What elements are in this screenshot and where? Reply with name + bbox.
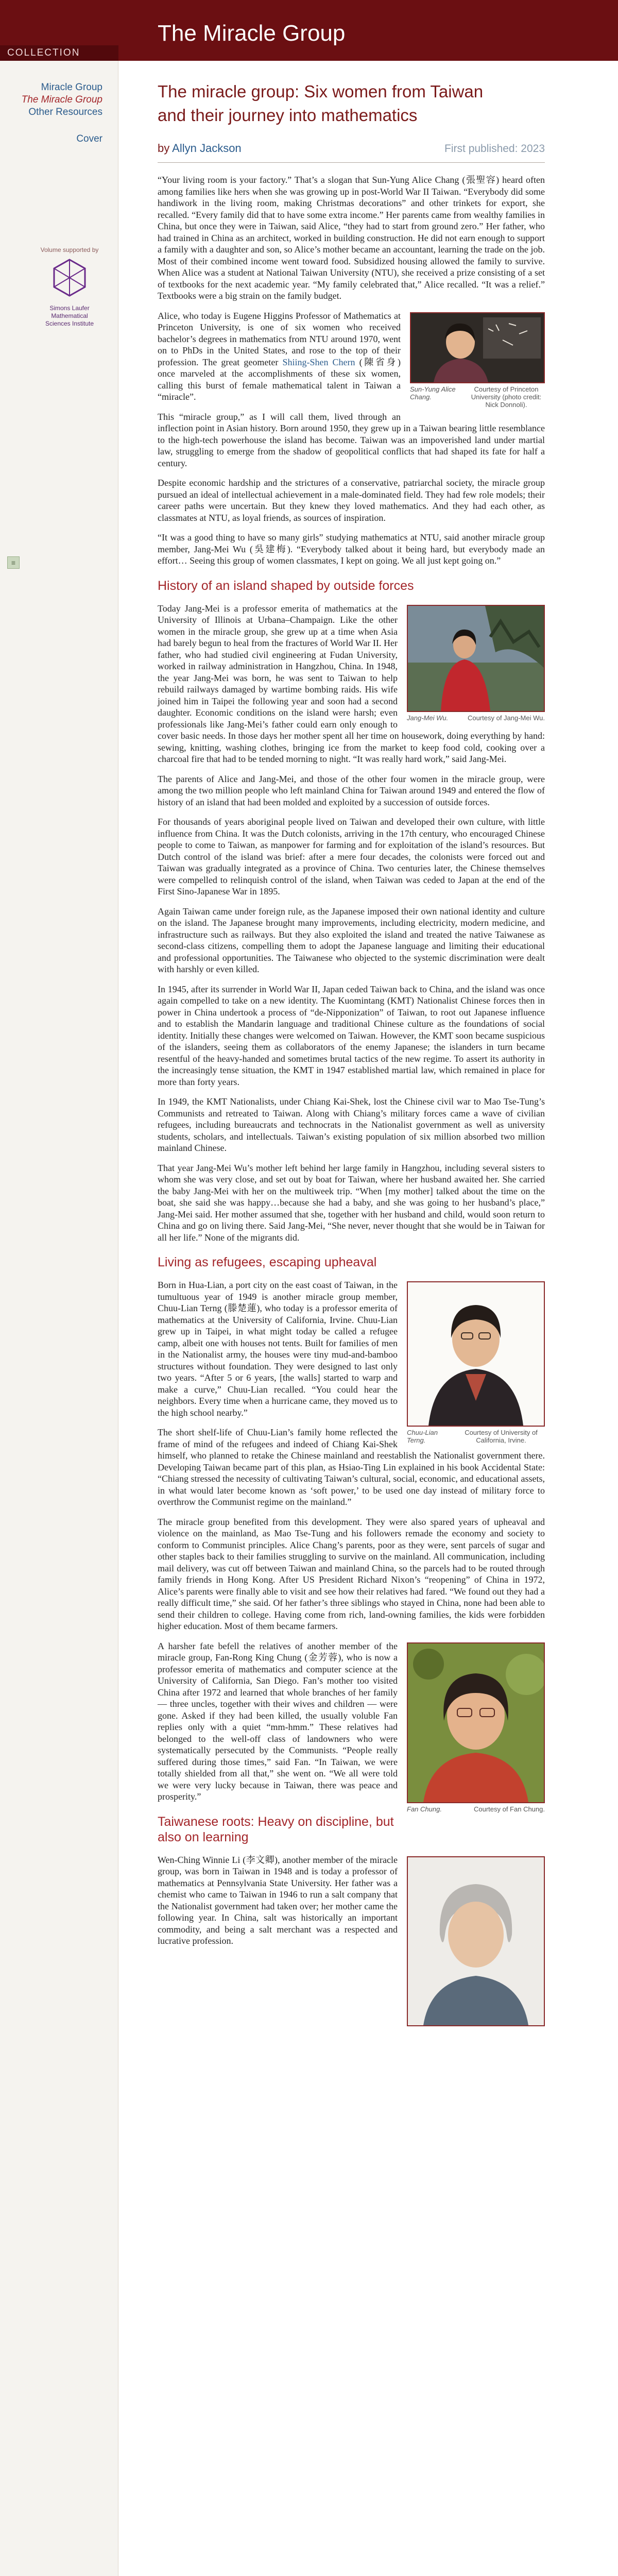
photo-fan-chung [407, 1642, 545, 1813]
portrait-image [407, 1642, 545, 1803]
support-block [31, 246, 108, 328]
paragraph: Wen-Ching Winnie Li (李文卿), another member of the miracle group, was born in Taiwan in 1948 and is today a professor of mathematics at Pennsylvania State University. Her father was a chemist who came to Taiwan in 1946 to run a salt company that the Nationalist government had taken over; her mother came the following year. In China, salt was historically an important commodity, and being a salt merchant was a respected and lucrative profession. [158, 1854, 398, 1946]
byline: by Allyn Jackson [158, 142, 242, 155]
paragraph: This “miracle group,” as I will call them, lived through an inflection point in Asian history. Born around 1950, they grew up in a Taiwan bearing little resemblance to the high-tech powerhouse the island has become. Taiwan was an impoverished land under martial law, struggling to emerge from the shadow of geopolitical conflicts that had shaped its fate for half a century. [158, 411, 545, 468]
byline-row [158, 142, 545, 155]
nav-miracle-group[interactable]: Miracle Group [41, 82, 102, 93]
divider [158, 162, 545, 163]
article-title: The miracle group: Six women from Taiwan and their journey into mathematics [158, 82, 484, 125]
paragraph: In 1945, after its surrender in World War II, Japan ceded Taiwan back to China, and the island was once again compelled to take on a new identity. The Kuomintang (KMT) Nationalist Chinese forces then in power in China undertook a process of “de-Nipponization” of Taiwan, to root out Japanese influence and to establish the Mandarin language and traditional Chinese culture as the foundations of social identity. Initially these changes were welcomed on Taiwan. However, the KMT soon became suspicious of the islanders, seeing them as collaborators of the enemy Japanese; the islanders in turn became resentful of the heavy-handed and sometimes brutal tactics of the new regime. To assert its authority in the increasingly tense situation, the KMT in 1947 established martial law, which remained in place for more than forty years. [158, 984, 545, 1087]
paragraph: “It was a good thing to have so many girls” studying mathematics at NTU, said another miracle group member, Jang-Mei Wu (吳建梅). “Everybody talked about it being hard, but everybody made an effort… Seeing this group of women classmates, I kept on going. We all just kept going on.” [158, 532, 545, 566]
section-heading: Living as refugees, escaping upheaval [158, 1255, 377, 1269]
photo-winnie-li [407, 1856, 545, 2026]
sidebar-nav [22, 81, 102, 145]
collection-tab[interactable]: COLLECTION [0, 45, 118, 61]
paragraph: Today Jang-Mei is a professor emerita of mathematics at the University of Illinois at Urbana–Champaign. Like the other women in the miracle group, she grew up at a time when Asia had barely begun to heal from the fractures of World War II. Her father, who had studied civil engineering at Fudan University, worked in railway administration in Hangzhou, China. In 1948, the year Jang-Mei was born, he was sent to Taiwan to help rebuild railways damaged by wartime bombing raids. His wife joined him in Taipei the following year and soon had a second daughter. Economic conditions on the island were harsh; even professionals like Jang-Mei’s father could earn only enough to cover basic needs. In those days her mother spent all her time on housework, doing everything by hand: sewing, knitting, washing clothes, bringing ice from the market to keep food cold, cooking over a charcoal fire that had to be tended morning to night. “It was really hard work,” said Jang-Mei. [158, 603, 545, 764]
paragraph: The miracle group benefited from this development. They were also spared years of upheaval and violence on the mainland, as Mao Tse-Tung and his followers remade the economy and society to conform to Communist principles. Alice Chang’s parents, poor as they were, sent parcels of sugar and other staples back to their families struggling to survive on the mainland. All communication, including mail delivery, was cut off between Taiwan and mainland China, so the parcels had to be routed through family friends in Hong Kong. After US President Richard Nixon’s “reopening” of China in 1972, Alice’s parents were finally able to visit and see how their relatives had fared. “We found out they had a really difficult time,” she said. Of her father’s three siblings who stayed in China, none had been able to send their children to college. Having come from rich, land-owning families, the kids were forbidden higher education. Most of them became farmers. [158, 1516, 545, 1631]
portrait-image [410, 312, 545, 383]
section-heading: Taiwanese roots: Heavy on discipline, but also on learning [158, 1814, 394, 1844]
photo-chuu-lian-terng [407, 1281, 545, 1444]
paragraph: The short shelf-life of Chuu-Lian’s family home reflected the frame of mind of the refugees and indeed of Chiang Kai-Shek himself, who planned to retake the Chinese mainland and reestablish the Nationalist government there. Developing Taiwan became part of this plan, as Hsiao-Ting Lin explained in his book Accidental State: “Chiang stressed the necessity of cultivating Taiwan’s cultural, social, economic, and educational assets, in what would later become known as ‘soft power,’ to be used one day instead of military force to overthrow the Communist regime on the mainland.” [158, 1427, 545, 1507]
top-banner [0, 0, 618, 61]
paragraph: “Your living room is your factory.” That’s a slogan that Sun-Yung Alice Chang (張聖容) heard often among families like hers when she was growing up in post-World War II Taiwan. “Everybody did some handiwork in the living room, making Christmas decorations” and other trinkets for export, she recalled. “Every family did that to have some extra income.” Her parents came from wealthy families in China, but once they were in Taiwan, said Alice, “they had to start from ground zero.” Her father, who had trained in China as an architect, worked in building construction. He did not earn enough to support a family with a daughter and son, so Alice’s mother became an accountant, learning the trade on the job. Most of their combined income went toward food. Subsidized housing allowed the family to survive. When Alice was a student at National Taiwan University (NTU), she received a prize consisting of a set of textbooks for the next academic year. “My family celebrated that,” Alice recalled. “It was a relief.” Textbooks were a big strain on the family budget. [158, 175, 545, 301]
portrait-image [407, 1281, 545, 1427]
photo-caption: Fan Chung. Courtesy of Fan Chung. [407, 1805, 545, 1813]
article [158, 80, 545, 2031]
nav-the-miracle-group[interactable]: The Miracle Group [21, 94, 102, 105]
paragraph: Despite economic hardship and the strictures of a conservative, patriarchal society, the miracle group pursued an ideal of intellectual achievement in a male-dominated field. They had few role models; their career paths were uncertain. But they knew they loved mathematics. And they had each other, as classmates at NTU, as loyal friends, as sources of inspiration. [158, 478, 545, 523]
paragraph: For thousands of years aboriginal people lived on Taiwan and developed their own culture, with little influence from China. It was the Dutch colonists, arriving in the 17th century, who encouraged Chinese people to come to Taiwan, as manpower for farming and for exploitation of the island’s resources. But Dutch control of the island was brief: after a mere four decades, the colonists were forced out and Taiwan was gradually integrated as a province of China. Two centuries later, the Chinese themselves were compelled to relinquish control of the island, when Taiwan was ceded to Japan at the end of the First Sino-Japanese War in 1895. [158, 817, 545, 896]
paragraph: The parents of Alice and Jang-Mei, and those of the other four women in the miracle group, were among the two million people who left mainland China for Taiwan around 1949 and entered the flow of history of an island that had been molded and exploited by a succession of outside forces. [158, 773, 545, 807]
slmath-logo-icon[interactable] [52, 258, 88, 299]
photo-jang-mei-wu [407, 605, 545, 722]
expand-marker-icon[interactable]: ≡ [7, 556, 20, 569]
nav-other-resources[interactable]: Other Resources [28, 107, 102, 117]
institute-name: Simons Laufer Mathematical Sciences Institute [45, 304, 94, 327]
portrait-image [407, 605, 545, 712]
photo-alice-chang [410, 312, 545, 409]
paragraph: In 1949, the KMT Nationalists, under Chiang Kai-Shek, lost the Chinese civil war to Mao Tse-Tung’s Communists and retreated to Taiwan. Along with Chiang’s military forces came a wave of civilian refugees, including bureaucrats and technocrats in the Nationalist government as well as university students, scholars, and intellectuals. Taiwan’s existing population of six million absorbed two million mainland Chinese. [158, 1096, 545, 1153]
paragraph: A harsher fate befell the relatives of another member of the miracle group, Fan-Rong King Chung (金芳蓉), who is now a professor emerita of mathematics and computer science at the University of California, San Diego. Fan’s mother too visited China after 1972 and learned that whole branches of her family — three uncles, together with their wives and children — were gone. Asked if they had been killed, the usually voluble Fan replies only with a quiet “mm-hmm.” These relatives had belonged to the well-off class of landowners who were systematically persecuted by the Communists. “People really suffered during those times,” said Fan. “In Taiwan, we were totally shielded from all that,” she went on. “We all were told we were very lucky because in Taiwan, there was peace and prosperity.” [158, 1640, 398, 1802]
photo-caption: Chuu-Lian Terng. Courtesy of University of California, Irvine. [407, 1429, 538, 1444]
author-link[interactable]: Allyn Jackson [172, 142, 242, 155]
paragraph: That year Jang-Mei Wu’s mother left behind her large family in Hangzhou, including several sisters to whom she was very close, and set out by boat for Taiwan, where her husband awaited her. She carried the baby Jang-Mei with her on the multiweek trip. “When [my mother] talked about the time on the boat, she said she was happy…because she had a baby, and she was going to her husband’s place,” Jang-Mei said. Her mother assumed that she, together with her husband and child, would soon return to China and go on living there. Said Jang-Mei, “She never, never thought that she would be in Taiwan for all her life.” None of the migrants did. [158, 1162, 545, 1243]
photo-caption: Sun-Yung Alice Chang. Courtesy of Princeton University (photo credit: Nick Donnoli). [410, 385, 542, 409]
publication-date: First published: 2023 [444, 143, 545, 155]
photo-caption: Jang-Mei Wu. Courtesy of Jang-Mei Wu. [407, 714, 545, 722]
portrait-image [407, 1856, 545, 2026]
link-shiing-shen-chern[interactable]: Shiing-Shen Chern [282, 357, 355, 367]
nav-cover[interactable]: Cover [76, 133, 102, 144]
sidebar [0, 61, 118, 2576]
paragraph: Alice, who today is Eugene Higgins Professor of Mathematics at Princeton University, is one of six women who received bachelor’s degrees in mathematics from NTU around 1970, went on to PhDs in the United States, and rose to the top of their profession. The great geometer Shiing-Shen Chern (陳省身) once marveled at the accomplishments of these six women, calling this burst of female mathematical talent in Taiwan a “miracle”. [158, 310, 401, 402]
section-heading: History of an island shaped by outside forces [158, 578, 414, 593]
site-title[interactable]: The Miracle Group [158, 21, 346, 46]
paragraph: Born in Hua-Lian, a port city on the east coast of Taiwan, in the tumultuous year of 1949 is another miracle group member, Chuu-Lian Terng (滕楚蓮), who today is a professor emerita of mathematics at the University of California, Irvine. Chuu-Lian grew up in Taipei, in what might today be called a refugee camp, albeit one with houses not tents. Built for families of men in the Nationalist army, the houses were tiny mud-and-bamboo structures without foundation. They were designed to last only two years. “After 5 or 6 years, [the walls] started to warp and make a curve,” Chuu-Lian recalled. “You could hear the neighbors. Every time when a hurricane came, they moved us to the high school nearby.” [158, 1280, 398, 1418]
support-label: Volume supported by [40, 246, 99, 253]
paragraph: Again Taiwan came under foreign rule, as the Japanese imposed their own national identity and culture on the island. The Japanese brought many improvements, including electricity, modern medicine, and infrastructure such as railways. But they also exploited the island and treated the native Taiwanese as second-class citizens, compelling them to adopt the Japanese language and limiting their educational and professional opportunities. The Taiwanese who objected to the systemic discrimination were dealt with harshly or even killed. [158, 906, 545, 974]
